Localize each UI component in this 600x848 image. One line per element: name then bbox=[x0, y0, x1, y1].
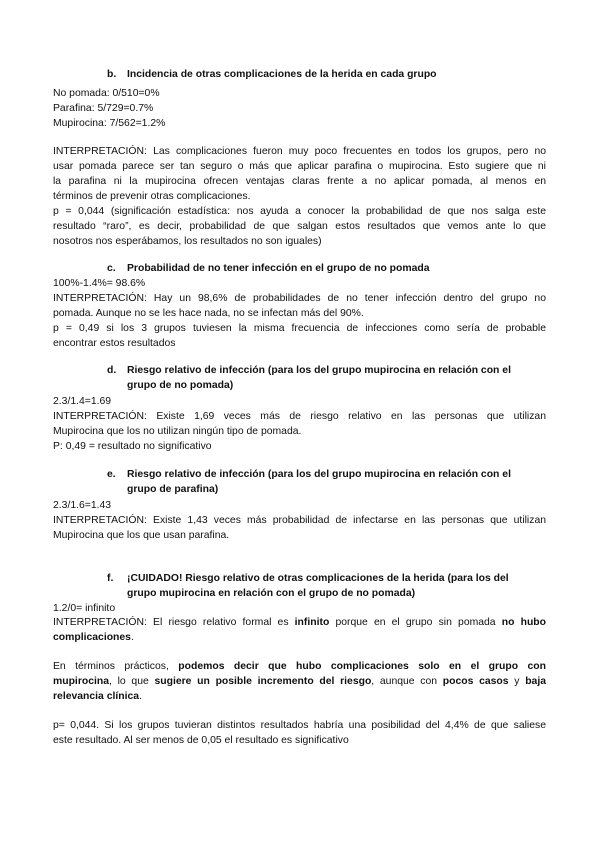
data-e: 2.3/1.6=1.43 bbox=[53, 500, 112, 511]
interp-f-text2: porque en el grupo sin pomada bbox=[329, 617, 502, 628]
interp-c-line2: pomada. Aunque no se les hace nada, no se infectan más del 90%. bbox=[53, 308, 364, 319]
p-b-line1: p = 0,044 (significación estadística: nos ayuda a conocer la probabilidad de que nos salga este bbox=[53, 206, 546, 217]
data-f: 1.2/0= infinito bbox=[53, 603, 116, 614]
interp-f-no-hubo: no hubo bbox=[501, 617, 546, 628]
p-b-line3: nosotros nos esperábamos, los resultados no son iguales) bbox=[53, 236, 322, 247]
practical-text1: En términos prácticos, bbox=[53, 661, 179, 672]
interp-f-complicaciones: complicaciones bbox=[53, 632, 131, 643]
interp-b-line2: usar pomada parece ser tan seguro o más que aplicar parafina o mupirocina. Esto sugiere que ni bbox=[53, 161, 546, 172]
practical-text3: , aunque con bbox=[371, 676, 443, 687]
practical-text4: y bbox=[508, 676, 526, 687]
interp-f-text1: INTERPRETACIÓN: El riesgo relativo formal es bbox=[53, 617, 295, 628]
data-b-no-pomada: No pomada: 0/510=0% bbox=[53, 88, 160, 99]
practical-line3 bbox=[53, 691, 546, 703]
practical-period: . bbox=[139, 691, 142, 702]
practical-text2: , lo que bbox=[109, 676, 155, 687]
practical-baja: baja bbox=[525, 676, 546, 687]
interp-b-line4: términos de prevenir otras complicaciones. bbox=[53, 191, 251, 202]
heading-e-line1 bbox=[107, 469, 600, 481]
heading-b-text: Incidencia de otras complicaciones de la herida en cada grupo bbox=[127, 69, 437, 80]
practical-pocos-casos: pocos casos bbox=[442, 676, 509, 687]
heading-f-number: f. bbox=[107, 573, 114, 584]
data-b-mupirocina: Mupirocina: 7/562=1.2% bbox=[53, 118, 166, 129]
practical-mupirocina: mupirocina bbox=[53, 676, 110, 687]
p-f-line1: p= 0,044. Si los grupos tuvieran distintos resultados habría una posibilidad del 4,4% de que saliese bbox=[53, 720, 546, 731]
p-f-line2: este resultado. Al ser menos de 0,05 el resultado es significativo bbox=[53, 735, 349, 746]
practical-line2 bbox=[53, 676, 546, 688]
interp-f-line2 bbox=[53, 632, 546, 644]
heading-b-number: b. bbox=[107, 69, 117, 80]
interp-e-line1: INTERPRETACIÓN: Existe 1,43 veces más probabilidad de infectarse en las personas que utilizan bbox=[53, 515, 546, 526]
data-b-parafina: Parafina: 5/729=0.7% bbox=[53, 103, 154, 114]
practical-bold1: podemos decir que hubo complicaciones solo en el grupo con bbox=[178, 661, 546, 672]
interp-c-line1: INTERPRETACIÓN: Hay un 98,6% de probabilidades de no tener infección dentro del grupo no bbox=[53, 293, 546, 304]
heading-e-text1: Riesgo relativo de infección (para los del grupo mupirocina en relación con el bbox=[127, 469, 511, 480]
heading-c-number: c. bbox=[107, 263, 116, 274]
heading-d-text1: Riesgo relativo de infección (para los del grupo mupirocina en relación con el bbox=[127, 365, 511, 376]
heading-d-line2: grupo de no pomada) bbox=[127, 380, 234, 391]
practical-relevancia: relevancia clínica bbox=[53, 691, 140, 702]
data-d: 2.3/1.4=1.69 bbox=[53, 396, 112, 407]
interp-f-line1 bbox=[53, 617, 546, 629]
heading-f-line1 bbox=[107, 573, 600, 585]
practical-bold2: sugiere un posible incremento del riesgo bbox=[154, 676, 372, 687]
interp-b-line3: la parafina ni la mupirocina ofrecen ventajas claras frente a no aplicar pomada, al menos en bbox=[53, 176, 546, 187]
heading-d-line1 bbox=[107, 365, 600, 377]
interp-f-infinito: infinito bbox=[294, 617, 330, 628]
practical-line1 bbox=[53, 661, 546, 673]
p-c-line2: encontrar estos resultados bbox=[53, 338, 176, 349]
p-d: P: 0,49 = resultado no significativo bbox=[53, 441, 212, 452]
data-c: 100%-1.4%= 98.6% bbox=[53, 278, 146, 289]
heading-f-text1: ¡CUIDADO! Riesgo relativo de otras complicaciones de la herida (para los del bbox=[127, 573, 509, 584]
heading-c bbox=[107, 263, 600, 275]
heading-d-number: d. bbox=[107, 365, 117, 376]
p-b-line2: resultado “raro”, es decir, probabilidad de que salgan estos resultados que vemos ante lo que bbox=[53, 221, 546, 232]
p-c-line1: p = 0,49 si los 3 grupos tuviesen la misma frecuencia de infecciones como sería de probable bbox=[53, 323, 546, 334]
heading-b bbox=[107, 69, 600, 81]
interp-d-line2: Mupirocina que los no utilizan ningún tipo de pomada. bbox=[53, 426, 302, 437]
heading-e-number: e. bbox=[107, 469, 116, 480]
heading-f-line2: grupo mupirocina en relación con el grupo de no pomada) bbox=[127, 588, 416, 599]
interp-f-period: . bbox=[130, 632, 134, 643]
interp-b-line1: INTERPRETACIÓN: Las complicaciones fueron muy poco frecuentes en todos los grupos, pero no bbox=[53, 146, 546, 157]
heading-e-line2: grupo de parafina) bbox=[127, 484, 219, 495]
interp-d-line1: INTERPRETACIÓN: Existe 1,69 veces más de riesgo relativo en las personas que utilizan bbox=[53, 411, 546, 422]
interp-e-line2: Mupirocina que los que usan parafina. bbox=[53, 530, 230, 541]
heading-c-text: Probabilidad de no tener infección en el grupo de no pomada bbox=[127, 263, 430, 274]
